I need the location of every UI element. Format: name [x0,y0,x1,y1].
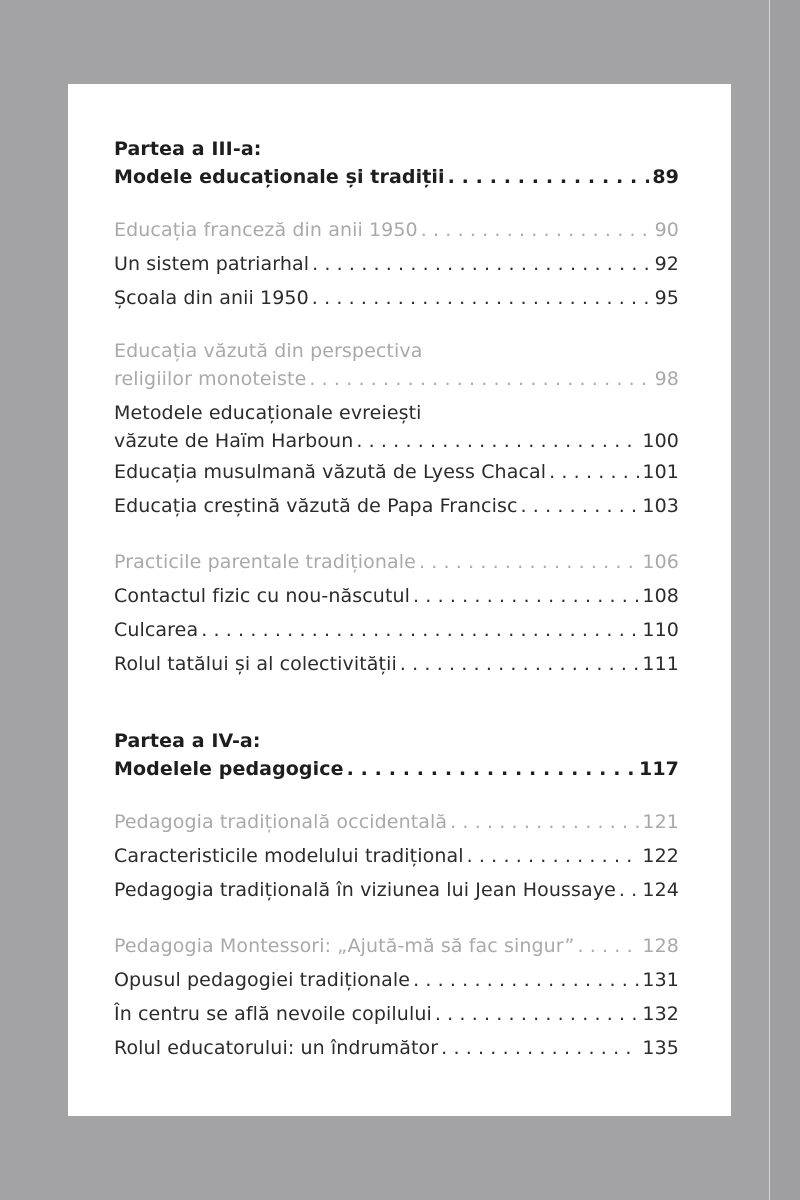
page-number: 135 [642,1037,679,1059]
page-number: 122 [642,845,679,867]
toc-page [68,84,731,1116]
toc-item[interactable] [114,839,679,873]
section-title: Pedagogia tradițională occidentală [114,811,448,833]
page-number: 92 [654,253,679,275]
page-number: 110 [642,619,679,641]
item-title: Un sistem patriarhal [114,253,310,275]
dot-leader [312,281,652,315]
dot-leader [413,579,639,613]
dot-leader [619,873,640,907]
item-title: Școala din anii 1950 [114,287,309,309]
table-of-contents [114,135,679,1065]
page-number: 106 [642,551,679,573]
toc-item[interactable] [114,281,679,315]
page-number: 90 [654,219,679,241]
page-number: 89 [652,166,679,188]
item-title: Contactul fizic cu nou-născutul [114,585,411,607]
page-number: 132 [642,1003,679,1025]
dot-leader [435,997,640,1031]
toc-item[interactable] [114,579,679,613]
page-number: 95 [654,287,679,309]
dot-leader [467,839,640,873]
adjacent-page-edge [769,0,800,1200]
page-number: 124 [642,879,679,901]
item-title: În centru se află nevoile copilului [114,1003,432,1025]
toc-item[interactable] [114,613,679,647]
item-title-line1: Metodele educaționale evreiești [114,402,422,424]
page-number: 101 [642,461,679,483]
item-title: Rolul educatorului: un îndrumător [114,1037,439,1059]
item-title-line2: văzute de Haïm Harboun [114,430,354,452]
part-label: Partea a III-a: [114,138,262,160]
dot-leader [347,755,636,783]
toc-section[interactable] [114,337,679,393]
item-title: Opusul pedagogiei tradiționale [114,969,411,991]
dot-leader [448,163,650,191]
page-number: 103 [642,495,679,517]
part-label: Partea a IV-a: [114,730,261,752]
page-number: 128 [642,935,679,957]
item-title: Culcarea [114,619,199,641]
toc-item[interactable] [114,489,679,523]
toc-item[interactable] [114,455,679,489]
page-number: 108 [642,585,679,607]
toc-item[interactable] [114,963,679,997]
section-title: Educația franceză din anii 1950 [114,219,418,241]
toc-section[interactable] [114,545,679,579]
toc-part-4[interactable] [114,727,679,783]
page-number: 98 [654,368,679,390]
dot-leader [309,365,651,393]
dot-leader [450,805,639,839]
toc-item[interactable] [114,1031,679,1065]
section-title-line2: religiilor monoteiste [114,368,307,390]
page-number: 100 [642,430,679,452]
dot-leader [577,929,639,963]
dot-leader [441,1031,639,1065]
page-number: 131 [642,969,679,991]
dot-leader [413,963,639,997]
section-title: Pedagogia Montessori: „Ajută-mă să fac singur” [114,935,575,957]
toc-section[interactable] [114,213,679,247]
page-number: 121 [642,811,679,833]
dot-leader [400,647,640,681]
toc-section[interactable] [114,929,679,963]
dot-leader [312,247,652,281]
part-title: Modele educaționale și tradiții [114,166,445,188]
dot-leader [521,489,640,523]
dot-leader [549,455,639,489]
section-title-line1: Educația văzută din perspectiva [114,340,423,362]
toc-item[interactable] [114,873,679,907]
item-title: Rolul tatălui și al colectivității [114,653,397,675]
dot-leader [356,427,639,455]
toc-item[interactable] [114,647,679,681]
dot-leader [421,213,652,247]
item-title: Educația musulmană văzută de Lyess Chacal [114,461,547,483]
item-title: Educația creștină văzută de Papa Francisc [114,495,518,517]
toc-item[interactable] [114,247,679,281]
toc-item[interactable] [114,399,679,455]
toc-part-3[interactable] [114,135,679,191]
part-title: Modelele pedagogice [114,758,344,780]
toc-section[interactable] [114,805,679,839]
page-number: 117 [639,758,679,780]
item-title: Pedagogia tradițională în viziunea lui Jean Houssaye [114,879,616,901]
section-title: Practicile parentale tradiționale [114,551,416,573]
dot-leader [201,613,639,647]
page-number: 111 [642,653,679,675]
item-title: Caracteristicile modelului tradițional [114,845,464,867]
toc-item[interactable] [114,997,679,1031]
dot-leader [419,545,639,579]
